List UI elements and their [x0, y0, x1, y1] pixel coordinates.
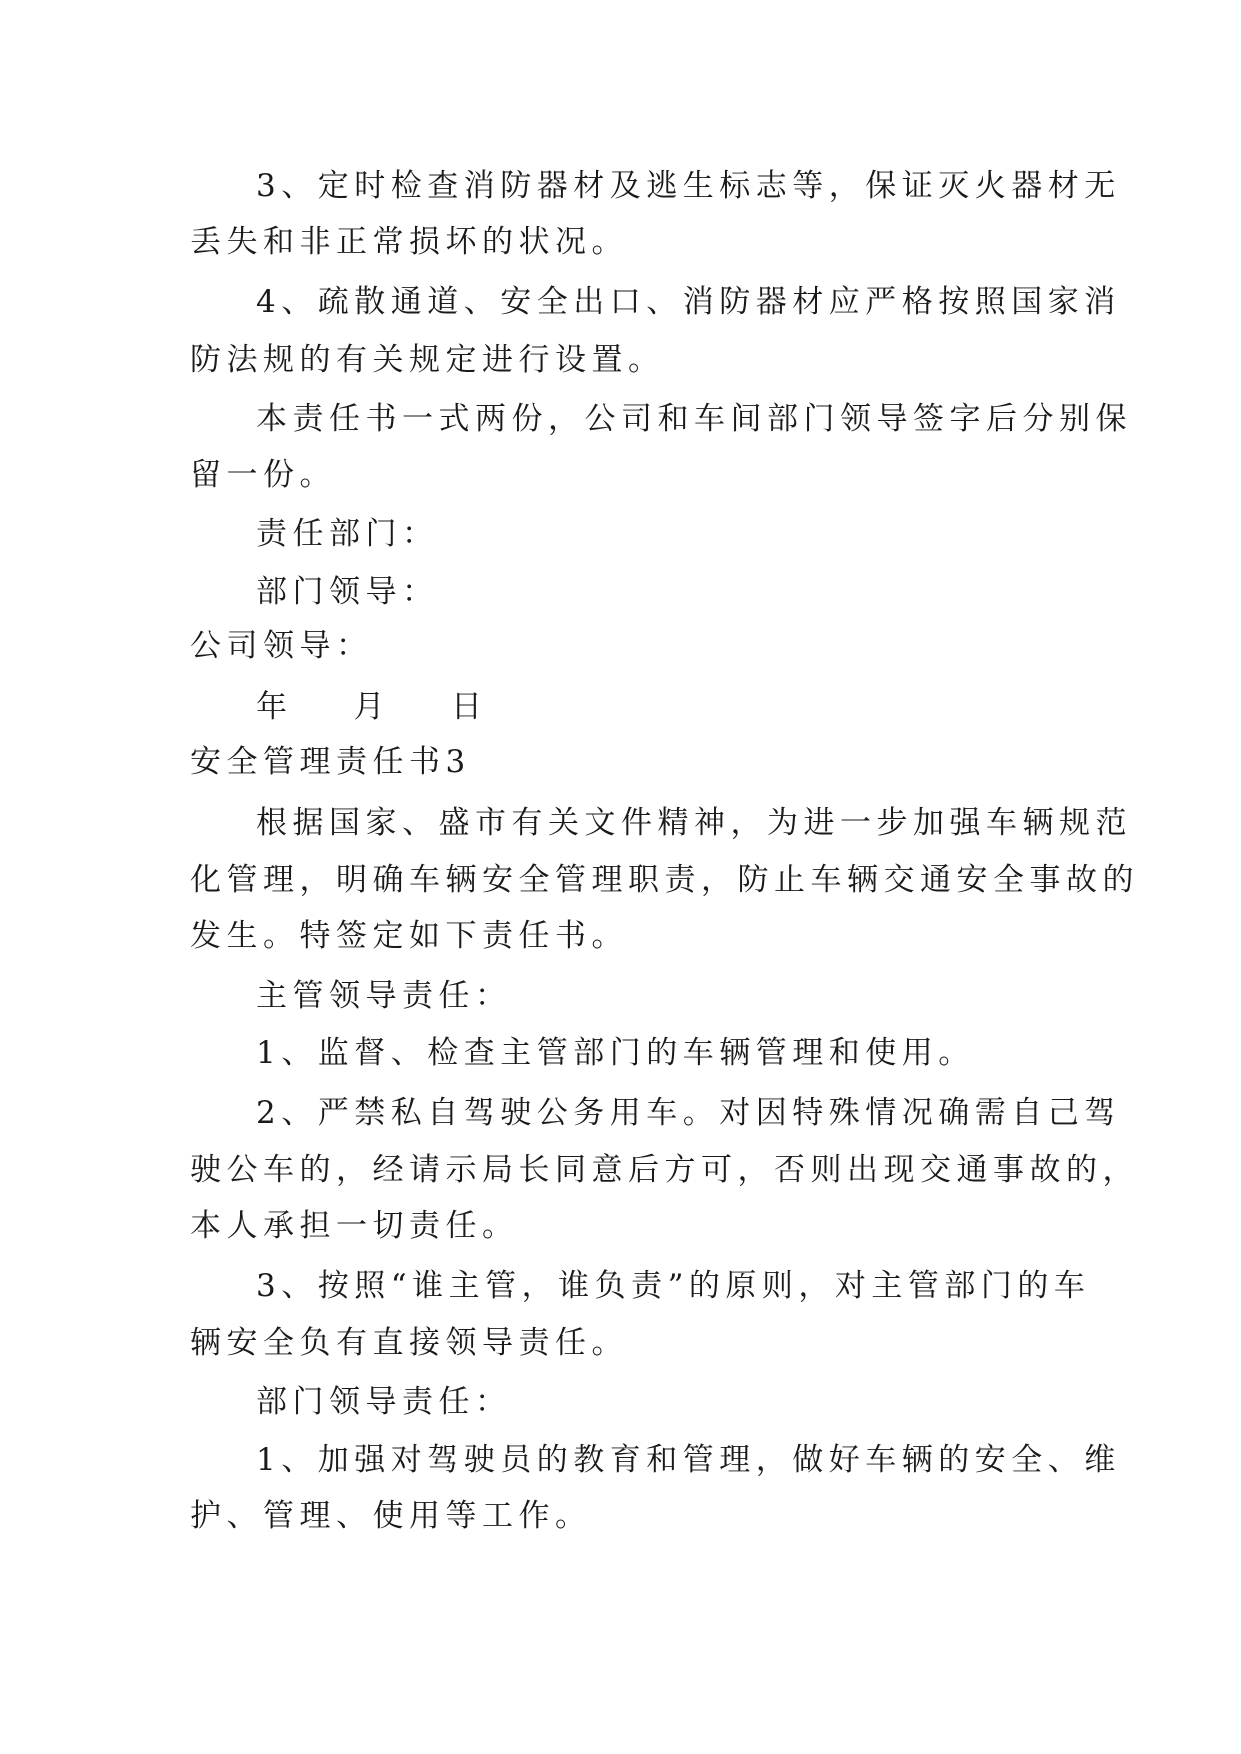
- paragraph-line: 2、严禁私自驾驶公务用车。对因特殊情况确需自己驾: [256, 1095, 1121, 1131]
- paragraph-line: 本责任书一式两份，公司和车间部门领导签字后分别保: [256, 401, 1132, 437]
- paragraph-line: 3、定时检查消防器材及逃生标志等，保证灭火器材无: [256, 168, 1121, 204]
- section-heading: 安全管理责任书3: [190, 744, 471, 780]
- paragraph-line: 防法规的有关规定进行设置。: [190, 342, 665, 378]
- paragraph-line: 3、按照“谁主管，谁负责”的原则，对主管部门的车: [256, 1268, 1091, 1304]
- paragraph-line: 1、监督、检查主管部门的车辆管理和使用。: [256, 1035, 975, 1071]
- signature-field-company-leader: 公司领导：: [190, 628, 373, 664]
- signature-field-department: 责任部门：: [256, 516, 439, 552]
- signature-field-department-leader: 部门领导：: [256, 574, 439, 610]
- paragraph-line: 本人承担一切责任。: [190, 1208, 519, 1244]
- paragraph-line: 丢失和非正常损坏的状况。: [190, 224, 628, 260]
- paragraph-line: 根据国家、盛市有关文件精神，为进一步加强车辆规范: [256, 805, 1132, 841]
- paragraph-line: 1、加强对驾驶员的教育和管理，做好车辆的安全、维: [256, 1442, 1121, 1478]
- paragraph-line: 护、管理、使用等工作。: [190, 1498, 592, 1534]
- paragraph-line: 留一份。: [190, 457, 336, 493]
- date-day: 日: [451, 689, 488, 725]
- paragraph-line: 驶公车的，经请示局长同意后方可，否则出现交通事故的，: [190, 1152, 1139, 1188]
- date-line: [256, 687, 488, 727]
- paragraph-line: 辆安全负有直接领导责任。: [190, 1325, 628, 1361]
- subheading: 主管领导责任：: [256, 978, 512, 1014]
- subheading: 部门领导责任：: [256, 1384, 512, 1420]
- paragraph-line: 发生。特签定如下责任书。: [190, 918, 628, 954]
- paragraph-line: 4、疏散通道、安全出口、消防器材应严格按照国家消: [256, 284, 1121, 320]
- date-month: 月: [353, 689, 390, 725]
- paragraph-line: 化管理，明确车辆安全管理职责，防止车辆交通安全事故的: [190, 862, 1139, 898]
- date-year: 年: [256, 689, 293, 725]
